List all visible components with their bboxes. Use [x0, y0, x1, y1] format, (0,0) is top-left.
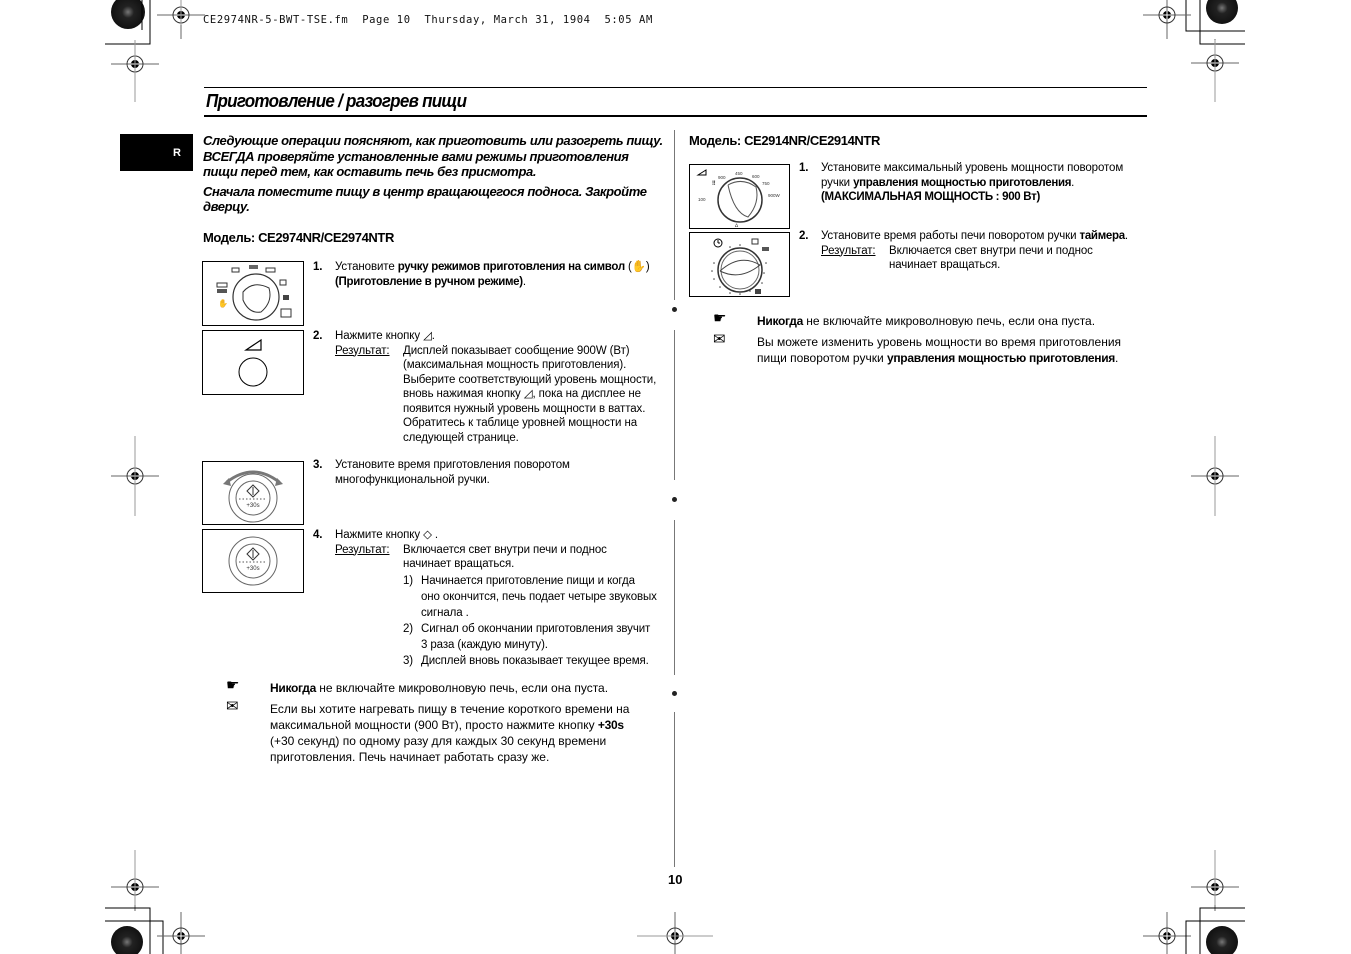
registration-mark [1143, 912, 1191, 954]
result-line: начинает вращаться. [403, 558, 515, 570]
multifunction-knob-rotate-figure [202, 461, 304, 525]
intro-paragraph: Следующие операции поясняют, как приготовить или разогреть пищу. ВСЕГДА проверяйте установленные вами режимы приготовления пищи перед тем, как оставить печь без присмотра. [203, 133, 663, 179]
result-line: (максимальная мощность приготовления). [403, 359, 627, 371]
step-number: 4. [313, 529, 323, 541]
divider-dot [672, 691, 677, 696]
step-text: . [1124, 230, 1128, 242]
star-target-top-right [1206, 0, 1238, 24]
step-number: 2. [313, 330, 323, 342]
step-number: 1. [313, 261, 323, 273]
note-line: пищи поворотом ручки [757, 351, 887, 365]
envelope-icon: ✉ [226, 698, 239, 715]
step-text: . [1071, 176, 1075, 189]
language-tab [120, 134, 193, 171]
dial-label: 100 [698, 197, 706, 202]
info-note-left [226, 698, 666, 771]
sub-item-line: оно окончится, печь подает четыре звуковых [421, 590, 657, 603]
start-button-icon [203, 530, 303, 592]
step-1-right [799, 161, 1149, 207]
model-heading-right: Модель: CE2914NR/CE2914NTR [689, 133, 880, 148]
page-title: Приготовление / разогрев пищи [206, 90, 467, 111]
title-bottom-rule [204, 115, 1147, 117]
column-divider [674, 712, 675, 867]
dial-label: 600 [752, 174, 760, 179]
note-text: не включайте микроволновую печь, если она пуста. [315, 681, 609, 695]
svg-text:✋: ✋ [218, 299, 228, 308]
step-text-bold: (Приготовление в ручном режиме) [335, 275, 523, 288]
dial-label: 900 [718, 175, 726, 180]
step-2-left [313, 329, 673, 449]
result-line: Включается свет внутри печи и поднос [403, 543, 607, 556]
star-target-top-left [111, 0, 145, 29]
model-heading-left: Модель: CE2974NR/CE2974NTR [203, 230, 394, 245]
start-button-figure [202, 529, 304, 593]
result-line: Дисплей показывает сообщение 900W (Вт) [403, 344, 630, 357]
sub-item-line: Сигнал об окончании приготовления звучит [421, 622, 651, 635]
note-line: приготовления. Печь начинает работать сразу же. [270, 750, 550, 764]
dial-label: 450 [735, 171, 743, 176]
star-target-bottom-right [1206, 926, 1238, 954]
sub-item-line: сигнала . [421, 606, 469, 619]
step-1-left [313, 260, 673, 290]
result-label: Результат: [821, 244, 876, 257]
step-text: Установите [335, 261, 398, 273]
rotate-knob-icon [203, 462, 303, 524]
note-text: . [1115, 351, 1119, 365]
result-line: начинает вращаться. [889, 259, 1001, 271]
step-text: Нажмите кнопку ◇ . [335, 529, 438, 541]
registration-mark [157, 912, 205, 954]
column-divider [674, 130, 675, 300]
step-number: 1. [799, 162, 809, 174]
page-number: 10 [668, 872, 683, 887]
title-top-rule [204, 87, 1147, 88]
sub-item-number: 1) [403, 574, 414, 587]
max-power-text: (МАКСИМАЛЬНАЯ МОЩНОСТЬ : 900 Вт) [821, 191, 1041, 203]
divider-dot [672, 307, 677, 312]
step-text-bold: таймера [1079, 230, 1125, 242]
note-text: не включайте микроволновую печь, если она пуста. [802, 314, 1096, 328]
intro-paragraph: Сначала поместите пищу в центр вращающегося подноса. Закройте дверцу. [203, 183, 647, 214]
note-line: (+30 секунд) по одному разу для каждых 30 секунд времени [270, 734, 607, 748]
mode-dial-icon [203, 262, 303, 325]
step-text: ручки [821, 176, 854, 189]
sub-item-line: Начинается приготовление пищи и когда [421, 574, 635, 587]
envelope-icon: ✉ [713, 331, 726, 348]
result-label: Результат: [335, 344, 390, 357]
note-bold: управления мощностью приготовления [886, 351, 1115, 365]
sub-item-line: Дисплей вновь показывает текущее время. [421, 654, 649, 667]
power-button-figure [202, 330, 304, 395]
timer-dial-icon [690, 233, 789, 296]
registration-mark [1143, 0, 1191, 39]
star-target-bottom-left [111, 926, 143, 954]
svg-text:‼: ‼ [712, 181, 716, 187]
sub-item-line: 3 раза (каждую минуту). [421, 638, 548, 651]
plus-30s-label: +30s [246, 503, 260, 509]
pointing-hand-icon: ☛ [713, 310, 727, 327]
note-bold: Никогда [270, 681, 316, 695]
step-2-right [799, 229, 1149, 275]
step-text-bold: управления мощностью приготовления [853, 176, 1072, 189]
timer-dial-figure [689, 232, 790, 297]
result-sub-item [403, 573, 678, 621]
result-line: Обратитесь к таблице уровней мощности на [403, 417, 638, 429]
intro-text [203, 133, 663, 219]
info-note-right [713, 331, 1153, 368]
dial-label: 900W [768, 193, 780, 198]
note-line: Вы можете изменить уровень мощности во время приготовления [757, 335, 1122, 349]
divider-dot [672, 497, 677, 502]
result-line: следующей странице. [403, 431, 519, 444]
result-sub-item [403, 653, 678, 669]
warning-note-right [713, 310, 1153, 331]
plus-30s-text: +30s [597, 718, 624, 732]
note-line: Если вы хотите нагревать пищу в течение короткого времени на [270, 702, 630, 716]
step-text: Установите максимальный уровень мощности поворотом [821, 162, 1124, 174]
power-control-dial-icon [690, 165, 789, 228]
pointing-hand-icon: ☛ [226, 677, 240, 694]
step-number: 2. [799, 230, 809, 242]
step-4-left [313, 528, 673, 668]
power-dial-figure [689, 164, 790, 229]
step-text: Нажмите кнопку ◿. [335, 330, 435, 342]
note-bold: Никогда [757, 314, 803, 328]
column-divider [674, 520, 675, 675]
step-text: многофункциональной ручки. [335, 473, 490, 486]
sub-item-number: 2) [403, 622, 414, 635]
mode-dial-figure [202, 261, 304, 326]
registration-mark [651, 912, 699, 954]
result-label: Результат: [335, 543, 390, 556]
column-divider [674, 330, 675, 480]
warning-note-left [226, 677, 666, 698]
note-line: максимальной мощности (900 Вт), просто нажмите кнопку [270, 718, 598, 732]
power-level-button-icon [203, 331, 303, 394]
language-tab-label: R [173, 147, 181, 159]
step-text: Установите время приготовления поворотом [335, 459, 570, 471]
step-text-bold: ручку режимов приготовления на символ [397, 261, 625, 273]
plus-30s-label: +30s [246, 566, 260, 572]
sub-item-number: 3) [403, 654, 414, 667]
result-line: появится нужный уровень мощности в ваттах. [403, 402, 646, 415]
manual-mode-symbol: (✋) [624, 261, 650, 273]
dial-label: 750 [762, 181, 770, 186]
step-text: . [522, 275, 526, 288]
result-line: вновь нажимая кнопку ◿, пока на дисплее не [403, 388, 641, 400]
result-sub-item [403, 621, 678, 653]
result-line: Включается свет внутри печи и поднос [889, 244, 1093, 257]
file-header: CE2974NR-5-BWT-TSE.fm Page 10 Thursday, March 31, 1904 5:05 AM [203, 14, 653, 26]
step-number: 3. [313, 459, 323, 471]
svg-text:∆: ∆ [735, 223, 739, 228]
step-text: Установите время работы печи поворотом ручки [821, 230, 1080, 242]
step-3-left [313, 458, 673, 488]
result-line: Выберите соответствующий уровень мощности, [403, 373, 657, 386]
